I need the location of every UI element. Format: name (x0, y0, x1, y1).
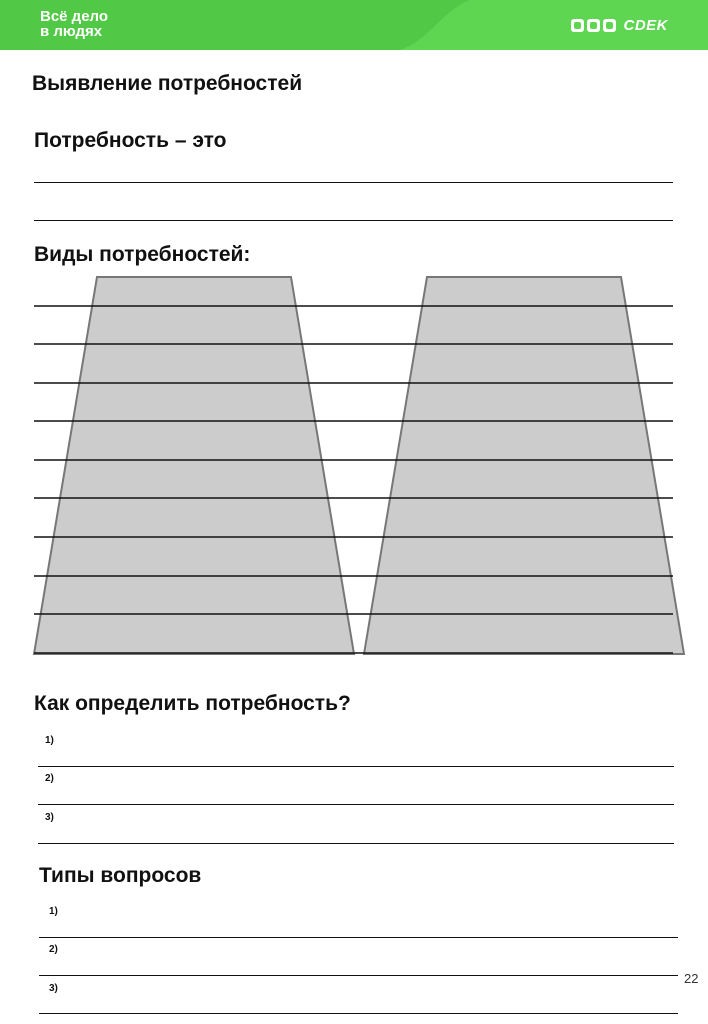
questions-heading: Типы вопросов (39, 864, 202, 887)
needs-trapezoid-left (34, 277, 354, 654)
questions-item-number-1: 1) (49, 906, 58, 917)
how-answer-line-1 (38, 766, 674, 767)
logo-text: CDEK (623, 16, 668, 34)
needs-trapezoid-right (364, 277, 684, 654)
types-heading: Виды потребностей: (34, 243, 251, 266)
page-number: 22 (684, 971, 699, 986)
questions-answer-line-2 (39, 975, 678, 976)
how-item-number-1: 1) (45, 735, 54, 746)
questions-answer-line-1 (39, 937, 678, 938)
how-item-number-3: 3) (45, 812, 54, 823)
questions-item-number-2: 2) (49, 944, 58, 955)
definition-heading: Потребность – это (34, 129, 227, 152)
brand-line-1: Всё дело (40, 8, 109, 25)
how-heading: Как определить потребность? (34, 692, 351, 715)
questions-item-number-3: 3) (49, 983, 58, 994)
brand-line-2: в людях (40, 23, 103, 40)
how-answer-line-3 (38, 843, 674, 844)
how-answer-line-2 (38, 804, 674, 805)
how-item-number-2: 2) (45, 773, 54, 784)
questions-answer-line-3 (39, 1013, 678, 1014)
page-title: Выявление потребностей (32, 72, 303, 95)
